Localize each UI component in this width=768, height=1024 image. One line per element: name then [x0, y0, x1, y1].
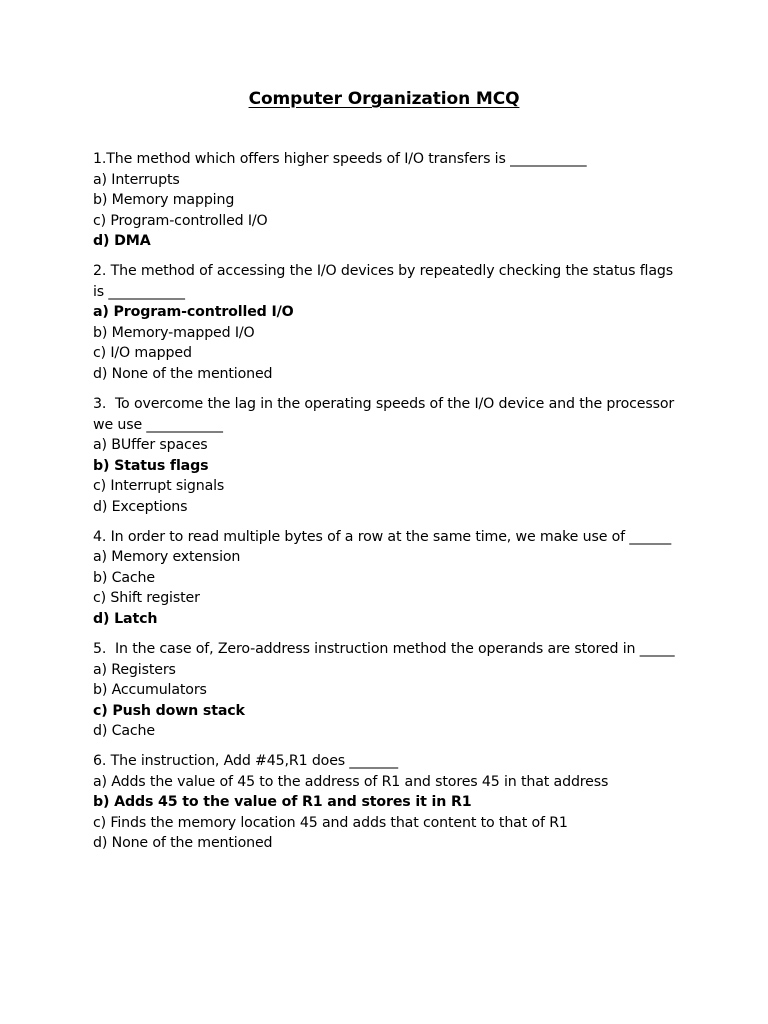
option-c: c) Finds the memory location 45 and adds that content to that of R1: [93, 814, 568, 831]
question-text: 1.The method which offers higher speeds of I/O transfers is ___________: [93, 151, 587, 167]
option-b-correct-answer: b) Adds 45 to the value of R1 and stores it in R1: [93, 794, 472, 811]
question-text: 3. To overcome the lag in the operating speeds of the I/O device and the processor we use ___________: [93, 396, 679, 433]
question-text: 4. In order to read multiple bytes of a row at the same time, we make use of ______: [93, 528, 672, 545]
option-a: a) Registers: [93, 661, 176, 678]
question-text: 5. In the case of, Zero-address instruction method the operands are stored in _____: [93, 641, 675, 658]
option-c: c) Interrupt signals: [93, 478, 225, 495]
option-d-correct-answer: d) Latch: [93, 610, 158, 627]
option-d-correct-answer: d) DMA: [93, 233, 151, 249]
question-5: [93, 639, 683, 742]
question-text: 2. The method of accessing the I/O devices by repeatedly checking the status flags is ___________: [93, 263, 678, 300]
question-2: [93, 261, 683, 384]
option-a: a) Memory extension: [93, 549, 241, 566]
option-c: c) Shift register: [93, 590, 200, 607]
question-4: [93, 527, 683, 630]
option-d: d) None of the mentioned: [93, 365, 273, 382]
option-a: a) Interrupts: [93, 171, 180, 188]
option-d: d) Exceptions: [93, 498, 188, 515]
question-text: 6. The instruction, Add #45,R1 does _______: [93, 753, 398, 770]
question-6: [93, 751, 683, 854]
question-list: [93, 149, 683, 864]
option-d: d) None of the mentioned: [93, 835, 273, 852]
option-b: b) Cache: [93, 569, 155, 586]
option-a: a) Adds the value of 45 to the address of R1 and stores 45 in that address: [93, 773, 609, 790]
option-c-correct-answer: c) Push down stack: [93, 702, 245, 719]
page-title: Computer Organization MCQ: [248, 89, 520, 109]
option-b: b) Memory mapping: [93, 192, 235, 208]
option-c: c) I/O mapped: [93, 345, 192, 362]
option-a-correct-answer: a) Program-controlled I/O: [93, 304, 294, 321]
option-a: a) BUffer spaces: [93, 437, 208, 454]
option-b: b) Accumulators: [93, 682, 207, 699]
option-c: c) Program-controlled I/O: [93, 212, 268, 229]
question-3: [93, 394, 683, 517]
option-b: b) Memory-mapped I/O: [93, 324, 255, 341]
option-b-correct-answer: b) Status flags: [93, 457, 209, 474]
option-d: d) Cache: [93, 723, 155, 740]
question-1: [93, 149, 683, 252]
